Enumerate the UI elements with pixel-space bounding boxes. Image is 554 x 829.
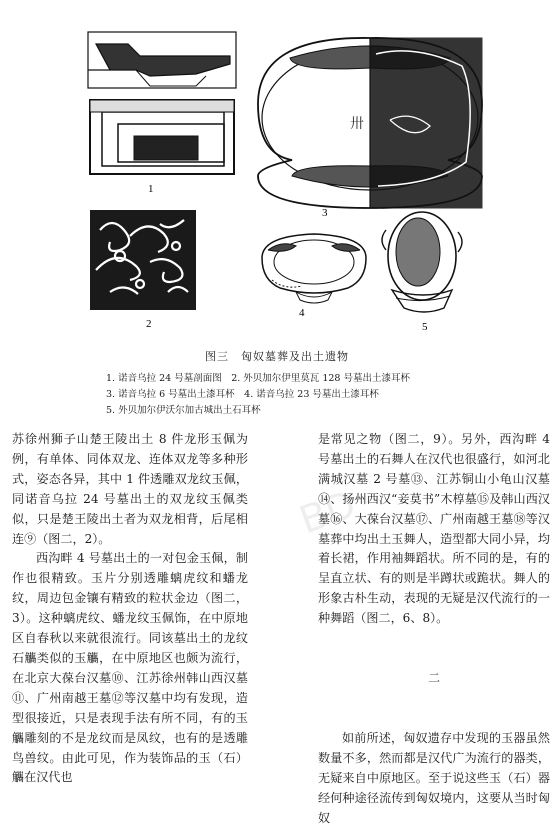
caption-line-2: 3. 诺音乌拉 6 号墓出土漆耳杯 4. 诺音乌拉 23 号墓出土漆耳杯 [106,389,379,400]
right-paragraph-1: 是常见之物（图二，9）。另外，西沟畔 4 号墓出土的石舞人在汉代也很盛行，如河北满城汉墓 2 号墓⑬、江苏铜山小龟山汉墓⑭、扬州西汉“妾莫书”木椁墓⑮及韩山西汉墓⑯、大葆台汉墓⑰、广州南越王墓⑱等汉墓葬中均出土玉舞人，造型都大同小异，均着长裙，作用袖舞蹈状。所不同的是，有的呈直立状、有的则是半蹲状或跪状。舞人的形象古朴生动，表现的无疑是汉代流行的一种舞蹈（图二，6、8）。 [318,432,550,626]
figure-label-4: 4 [299,307,305,319]
watermark: BD [293,481,362,543]
stone-ear-cup [382,212,462,312]
caption-line-1: 1. 诺音乌拉 24 号墓剖面图 2. 外贝加尔伊里莫瓦 128 号墓出土漆耳杯 [106,373,410,384]
left-column [12,430,248,788]
section-heading: 二 [427,671,441,686]
left-paragraph-1: 苏徐州狮子山楚王陵出土 8 件龙形玉佩为例，有单体、同体双龙、连体双龙等多种形式，姿态各异，其中 1 件透雕双龙纹玉佩，同诺音乌拉 24 号墓出土的双龙纹玉佩类似，只是楚王陵出土者为双龙相背，后尾相连⑨（图二，2）。 [12,432,248,546]
cup-inscription: 卅 [350,116,364,132]
figure-label-2: 2 [146,318,152,330]
figure-label-1: 1 [148,183,154,195]
figure-title: 图三 匈奴墓葬及出土遗物 [205,350,349,363]
tomb-chamber-plan [90,100,234,174]
spacer [318,709,550,729]
spacer [318,649,550,669]
lacquer-ear-cup-large [258,38,482,208]
tomb-section-top [88,32,236,88]
spacer [318,689,550,709]
lacquer-ear-cup-small [262,234,366,303]
left-paragraph-2: 西沟畔 4 号墓出土的一对包金玉佩，制作也很精致。玉片分别透雕螭虎纹和蟠龙纹，周边包金镶有精致的粒状金边（图二，3）。这种螭虎纹、蟠龙纹玉佩饰，在中原地区自春秋以来就很流行。同该墓出土的龙纹石觿类似的玉觿，在中原地区也颇为流行，在北京大葆台汉墓⑩、江苏徐州韩山西汉墓⑪、广州南越王墓⑫等汉墓中均有发现，造型很接近，只是表现手法有所不同，有的玉觿雕刻的不是龙纹而是凤纹，也有的是透雕鸟兽纹。由此可见，作为装饰品的玉（石）觿在汉代也 [12,551,248,785]
figure-illustration [0,0,554,340]
figure-label-5: 5 [422,321,428,333]
spacer [318,629,550,649]
caption-line-3: 5. 外贝加尔伊沃尔加古城出土石耳杯 [106,405,261,416]
lacquer-pattern-panel [90,210,196,310]
right-column [318,430,550,829]
figure-label-3: 3 [322,207,328,219]
right-paragraph-2: 如前所述，匈奴遗存中发现的玉器虽然数量不多，然而都是汉代广为流行的器类，无疑来自中原地区。至于说这些玉（石）器经何种途径流传到匈奴境内，这要从当时匈奴 [318,730,550,825]
